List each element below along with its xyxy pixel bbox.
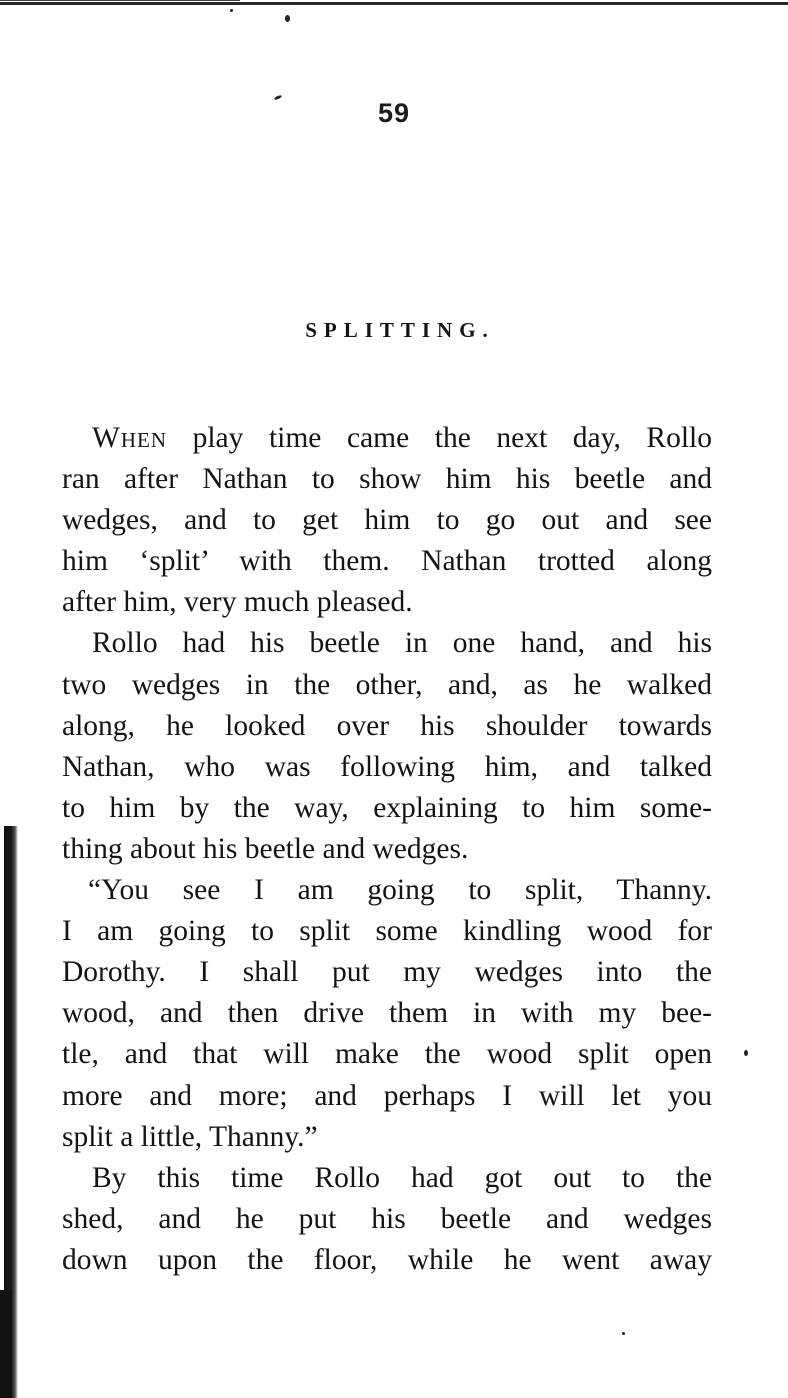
text-line: thing about his beetle and wedges. bbox=[62, 832, 469, 865]
text-line: wedges, and to get him to go out and see bbox=[62, 504, 712, 537]
text-line: By this time Rollo had got out to the bbox=[92, 1161, 712, 1194]
ink-speck bbox=[285, 15, 290, 22]
text-line: Rollo had his beetle in one hand, and his bbox=[92, 627, 712, 660]
ink-speck bbox=[622, 1332, 625, 1335]
text-line: him ‘split’ with them. Nathan trotted along bbox=[62, 545, 712, 578]
ink-speck bbox=[230, 9, 233, 12]
text-line: Nathan, who was following him, and talked bbox=[62, 750, 712, 783]
text-line: shed, and he put his beetle and wedges bbox=[62, 1202, 712, 1235]
top-edge-hairline bbox=[0, 0, 240, 1]
text-line: I am going to split some kindling wood for bbox=[62, 915, 712, 948]
text-line: to him by the way, explaining to him some- bbox=[62, 791, 712, 824]
text-line: more and more; and perhaps I will let you bbox=[62, 1079, 712, 1112]
text-line: wood, and then drive them in with my bee- bbox=[62, 997, 712, 1030]
text-line: down upon the floor, while he went away bbox=[62, 1243, 712, 1276]
page-number: 59 bbox=[377, 98, 411, 128]
text-line: along, he looked over his shoulder towards bbox=[62, 709, 712, 742]
chapter-title: SPLITTING. bbox=[305, 318, 495, 342]
text-line: Dorothy. I shall put my wedges into the bbox=[62, 956, 712, 989]
ink-speck bbox=[744, 1050, 748, 1056]
page-binding-shadow-lower bbox=[0, 1290, 12, 1398]
body-text bbox=[62, 418, 712, 1281]
text-line: split a little, Thanny.” bbox=[62, 1120, 318, 1153]
text-line: after him, very much pleased. bbox=[62, 586, 413, 619]
text-line: ran after Nathan to show him his beetle and bbox=[62, 463, 712, 496]
opening-word: When bbox=[92, 422, 168, 454]
text-line: “You see I am going to split, Thanny. bbox=[88, 874, 712, 907]
text-line: tle, and that will make the wood split open bbox=[62, 1038, 712, 1071]
top-edge-rule bbox=[0, 2, 788, 5]
text-line: When play time came the next day, Rollo bbox=[92, 422, 712, 454]
text-line: two wedges in the other, and, as he walked bbox=[62, 668, 712, 701]
